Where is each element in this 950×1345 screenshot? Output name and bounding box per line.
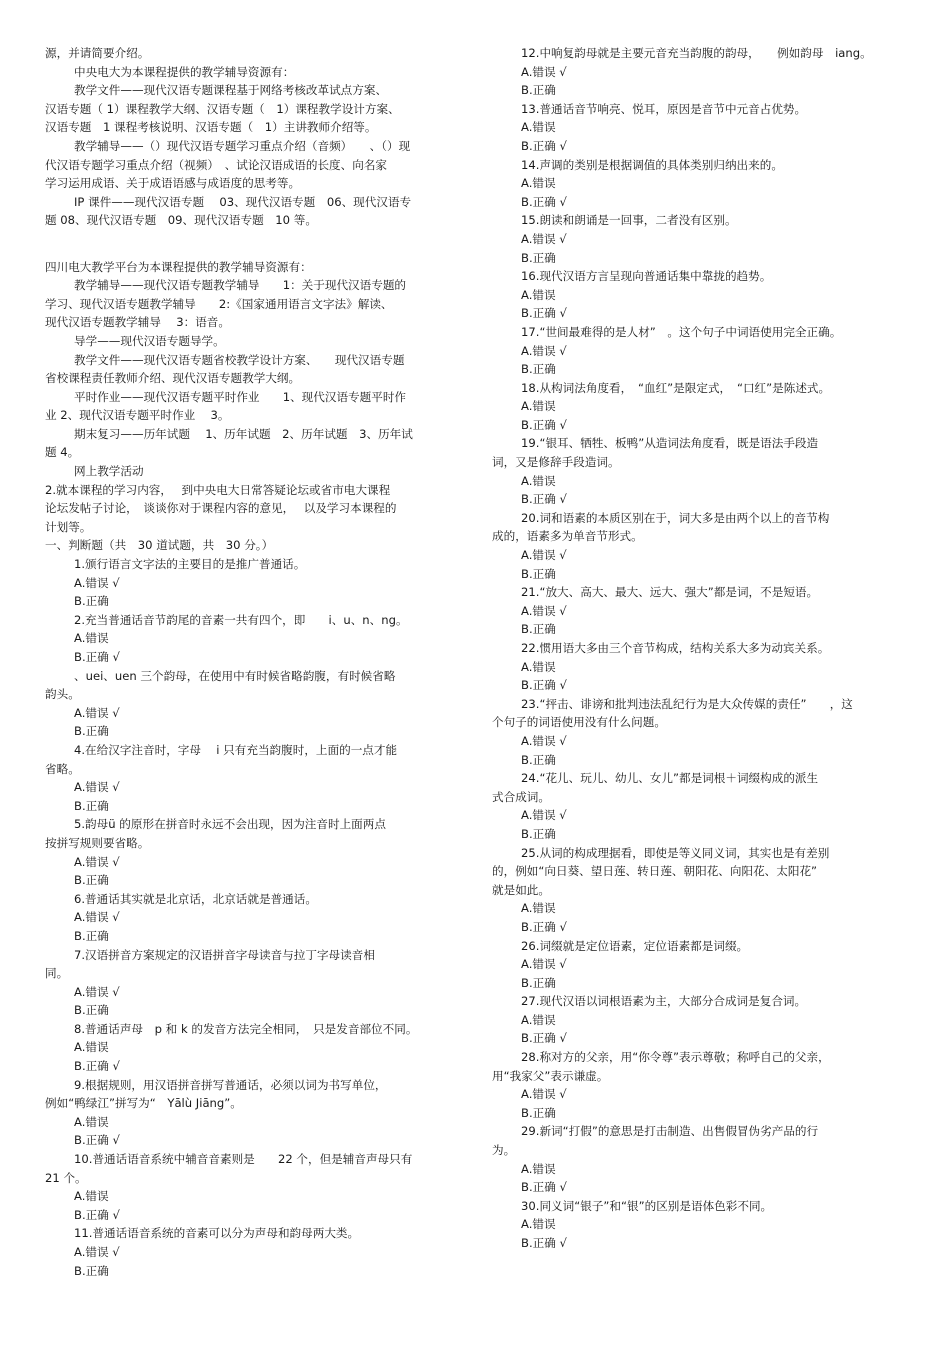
question-text: 21.“放大、高大、最大、远大、强大”都是词，不是短语。	[521, 585, 819, 600]
resource-line: 期末复习——历年试题 1、历年试题 2、历年试题 3、历年试	[74, 426, 413, 441]
question-item	[492, 583, 910, 639]
option-b: B.正确 √	[521, 1031, 567, 1046]
option-a: A.错误	[521, 1012, 556, 1027]
question-item	[45, 741, 460, 815]
option-b: B.正确 √	[521, 306, 567, 321]
question-text: 17.“世间最难得的是人材” 。这个句子中词语使用完全正确。	[521, 324, 842, 339]
resource-line: 网上教学活动	[74, 464, 144, 479]
intro-line: 教学辅导——（）现代汉语专题学习重点介绍（音频） 、（）现	[74, 138, 411, 153]
option-b: B.正确 √	[74, 1059, 120, 1074]
question-text: 按拼写规则要省略。	[45, 835, 150, 850]
option-b: B.正确	[74, 1003, 109, 1018]
option-a: A.错误 √	[521, 733, 567, 748]
intro-line: IP 课件——现代汉语专题 03、现代汉语专题 06、现代汉语专	[74, 194, 412, 209]
option-a: A.错误 √	[74, 780, 120, 795]
option-b: B.正确	[521, 83, 556, 98]
intro-line: 中央电大为本课程提供的教学辅导资源有：	[74, 64, 295, 79]
question-item	[492, 509, 910, 583]
option-a: A.错误	[521, 176, 556, 191]
question-text: 用“我家父”表示谦虚。	[492, 1068, 609, 1083]
option-a: A.错误 √	[74, 705, 120, 720]
resource-line: 现代汉语专题教学辅导 3：语音。	[45, 315, 230, 330]
question-text: 30.同义词“银子”和“银”的区别是语体色彩不同。	[521, 1198, 773, 1213]
question-text: 29.新词“打假”的意思是打击制造、出售假冒伪劣产品的行	[521, 1124, 819, 1139]
option-b: B.正确	[74, 873, 109, 888]
question-text: 9.根据规则，用汉语拼音拼写普通话，必须以词为书写单位，	[74, 1077, 387, 1092]
resource-line: 四川电大教学平台为本课程提供的教学辅导资源有：	[45, 259, 312, 274]
option-a: A.错误 √	[521, 1087, 567, 1102]
question-item	[45, 1076, 460, 1150]
question-item	[492, 100, 910, 156]
question-text: 为。	[492, 1143, 516, 1158]
question-text: 10.普通话语音系统中辅音音素则是 22 个，但是辅音声母只有	[74, 1152, 413, 1167]
question-text: 省略。	[45, 761, 80, 776]
question-item	[45, 555, 460, 611]
option-b: B.正确 √	[521, 919, 567, 934]
resource-line: 业 2、现代汉语专题平时作业 3。	[45, 408, 230, 423]
question-text: 18.从构词法角度看， “血红”是限定式， “口红”是陈述式。	[521, 380, 831, 395]
question-item	[492, 44, 910, 100]
question-item	[45, 611, 460, 667]
question-item	[492, 992, 910, 1048]
intro-line: 代汉语专题学习重点介绍（视频） 、试论汉语成语的长度、向名家	[45, 157, 388, 172]
intro-line: 汉语专题 1 课程考核说明、汉语专题（ 1）主讲教师介绍等。	[45, 120, 377, 135]
option-a: A.错误 √	[74, 984, 120, 999]
question-item	[492, 1048, 910, 1122]
option-a: A.错误 √	[521, 603, 567, 618]
option-a: A.错误	[521, 287, 556, 302]
option-b: B.正确	[521, 566, 556, 581]
option-a: A.错误 √	[74, 854, 120, 869]
question-text: 20.词和语素的本质区别在于，词大多是由两个以上的音节构	[521, 510, 830, 525]
question-text: 1.颁行语言文字法的主要目的是推广普通话。	[74, 557, 306, 572]
intro-line: 学习运用成语、关于成语语感与成语度的思考等。	[45, 176, 301, 191]
question-text: 8.普通话声母 p 和 k 的发音方法完全相同， 只是发音部位不同。	[74, 1021, 418, 1036]
resource-line: 题 4。	[45, 445, 80, 460]
option-a: A.错误	[521, 1217, 556, 1232]
question-item	[45, 667, 460, 741]
option-a: A.错误	[74, 1040, 109, 1055]
option-b: B.正确	[74, 798, 109, 813]
question-item	[492, 639, 910, 695]
option-b: B.正确 √	[521, 1236, 567, 1250]
option-a: A.错误	[74, 631, 109, 646]
question-text: 13.普通话音节响亮、悦耳，原因是音节中元音占优势。	[521, 101, 807, 116]
question-item	[45, 1150, 460, 1224]
question-text: 27.现代汉语以词根语素为主，大部分合成词是复合词。	[521, 994, 807, 1009]
question-item	[492, 267, 910, 323]
option-a: A.错误 √	[521, 808, 567, 823]
question-text: 成的，语素多为单音节形式。	[492, 529, 643, 544]
option-a: A.错误	[521, 120, 556, 135]
resource-line: 导学——现代汉语专题导学。	[74, 333, 225, 348]
option-b: B.正确 √	[521, 1180, 567, 1195]
question-item	[45, 1224, 460, 1280]
question-text: 26.词缀就是定位语素，定位语素都是词缀。	[521, 938, 749, 953]
option-a: A.错误 √	[74, 1245, 120, 1259]
spacer	[45, 230, 460, 249]
option-a: A.错误 √	[521, 231, 567, 246]
option-a: A.错误 √	[521, 957, 567, 972]
resource-line: 教学辅导——现代汉语专题教学辅导 1：关于现代汉语专题的	[74, 278, 407, 293]
question-item	[45, 946, 460, 1020]
question-item	[492, 323, 910, 379]
intro-line: 源，并请简要介绍。	[45, 46, 150, 60]
section-title: 一、判断题（共 30 道试题，共 30 分。）	[45, 538, 274, 553]
option-a: A.错误	[521, 399, 556, 414]
left-column	[45, 44, 460, 1280]
option-a: A.错误	[521, 1161, 556, 1176]
question-item	[492, 379, 910, 435]
question-text: 7.汉语拼音方案规定的汉语拼音字母读音与拉丁字母读音相	[74, 947, 375, 962]
option-b: B.正确 √	[74, 1133, 120, 1148]
option-a: A.错误	[74, 1189, 109, 1204]
question-item	[492, 769, 910, 843]
option-a: A.错误	[74, 1114, 109, 1129]
option-b: B.正确	[74, 928, 109, 943]
question-text: 2.充当普通话音节韵尾的音素一共有四个，即 i、u、n、ng。	[74, 612, 408, 627]
question-text: 韵头。	[45, 687, 80, 702]
question-item	[492, 1197, 910, 1253]
question-item	[45, 1020, 460, 1076]
resource-line: 平时作业——现代汉语专题平时作业 1、现代汉语专题平时作	[74, 389, 407, 404]
question-2-line: 论坛发帖子讨论， 谈谈你对于课程内容的意见， 以及学习本课程的	[45, 501, 397, 516]
option-b: B.正确 √	[521, 417, 567, 432]
question-text: 式合成词。	[492, 789, 550, 804]
option-a: A.错误	[521, 659, 556, 674]
spacer	[45, 249, 460, 258]
question-item	[492, 937, 910, 993]
question-text: 的，例如“向日葵、望日莲、转日莲、朝阳花、向阳花、太阳花”	[492, 864, 818, 879]
question-item	[492, 1122, 910, 1196]
question-text: 28.称对方的父亲，用“你令尊”表示尊敬；称呼自己的父亲，	[521, 1050, 830, 1065]
question-2-line: 2.就本课程的学习内容， 到中央电大日常答疑论坛或省市电大课程	[45, 482, 391, 497]
option-a: A.错误 √	[521, 343, 567, 358]
question-text: 19.“银耳、牺牲、板鸭”从造词法角度看，既是语法手段造	[521, 436, 819, 451]
question-text: 就是如此。	[492, 882, 550, 897]
option-b: B.正确	[521, 975, 556, 990]
question-text: 同。	[45, 966, 69, 981]
question-text: 例如“鸭绿江”拼写为“ Yālù Jiāng”。	[45, 1096, 242, 1111]
option-b: B.正确	[521, 622, 556, 637]
option-b: B.正确	[74, 1263, 109, 1278]
intro-line: 汉语专题（ 1）课程教学大纲、汉语专题（ 1）课程教学设计方案、	[45, 101, 400, 116]
option-b: B.正确 √	[74, 650, 120, 664]
option-b: B.正确 √	[521, 194, 567, 209]
question-text: 、uei、uen 三个韵母，在使用中有时候省略韵腹，有时候省略	[74, 668, 396, 683]
question-item	[492, 844, 910, 937]
right-column	[492, 44, 910, 1253]
question-item	[492, 434, 910, 508]
intro-line: 题 08、现代汉语专题 09、现代汉语专题 10 等。	[45, 213, 317, 228]
question-item	[492, 211, 910, 267]
resource-line: 省校课程责任教师介绍、现代汉语专题教学大纲。	[45, 371, 301, 386]
question-text: 12.中响复韵母就是主要元音充当韵腹的韵母， 例如韵母 iang。	[521, 46, 872, 60]
intro-line: 教学文件——现代汉语专题课程基于网络考核改革试点方案、	[74, 83, 388, 98]
question-text: 15.朗读和朗诵是一回事，二者没有区别。	[521, 213, 737, 228]
question-2-line: 计划等。	[45, 519, 92, 534]
option-a: A.错误 √	[74, 910, 120, 925]
question-text: 16.现代汉语方言呈现向普通话集中靠拢的趋势。	[521, 269, 772, 284]
question-text: 11.普通话语音系统的音素可以分为声母和韵母两大类。	[74, 1226, 360, 1241]
question-text: 23.“抨击、诽谤和批判违法乱纪行为是大众传媒的责任” ，这	[521, 696, 853, 711]
option-b: B.正确	[74, 594, 109, 609]
option-a: A.错误 √	[74, 575, 120, 590]
question-item	[45, 890, 460, 946]
question-text: 4.在给汉字注音时，字母 i 只有充当韵腹时，上面的一点才能	[74, 742, 398, 757]
question-item	[492, 156, 910, 212]
option-b: B.正确	[521, 1105, 556, 1120]
question-text: 6.普通话其实就是北京话，北京话就是普通话。	[74, 891, 317, 906]
question-item	[492, 695, 910, 769]
question-item	[45, 815, 460, 889]
question-text: 5.韵母ü 的原形在拼音时永远不会出现，因为注音时上面两点	[74, 817, 386, 832]
option-b: B.正确	[521, 752, 556, 767]
question-text: 25.从词的构成理据看，即使是等义同义词，其实也是有差别	[521, 845, 830, 860]
option-b: B.正确 √	[521, 492, 567, 507]
option-a: A.错误	[521, 901, 556, 916]
resource-line: 教学文件——现代汉语专题省校教学设计方案、 现代汉语专题	[74, 352, 405, 367]
question-text: 24.“花儿、玩儿、幼儿、女儿”都是词根＋词缀构成的派生	[521, 771, 819, 786]
option-b: B.正确 √	[521, 678, 567, 693]
question-text: 个句子的词语使用没有什么问题。	[492, 715, 666, 730]
option-a: A.错误 √	[521, 548, 567, 563]
option-b: B.正确	[521, 250, 556, 265]
question-text: 22.惯用语大多由三个音节构成，结构关系大多为动宾关系。	[521, 641, 830, 655]
option-a: A.错误 √	[521, 64, 567, 79]
option-b: B.正确	[521, 362, 556, 377]
resource-line: 学习、现代汉语专题教学辅导 2:《国家通用语言文字法》解读、	[45, 296, 393, 311]
option-b: B.正确 √	[74, 1207, 120, 1222]
option-b: B.正确	[74, 724, 109, 739]
question-text: 14.声调的类别是根据调值的具体类别归纳出来的。	[521, 157, 783, 172]
option-a: A.错误	[521, 473, 556, 488]
option-b: B.正确 √	[521, 138, 567, 153]
question-text: 21 个。	[45, 1170, 87, 1185]
question-text: 词，又是修辞手段造词。	[492, 455, 620, 470]
option-b: B.正确	[521, 826, 556, 841]
